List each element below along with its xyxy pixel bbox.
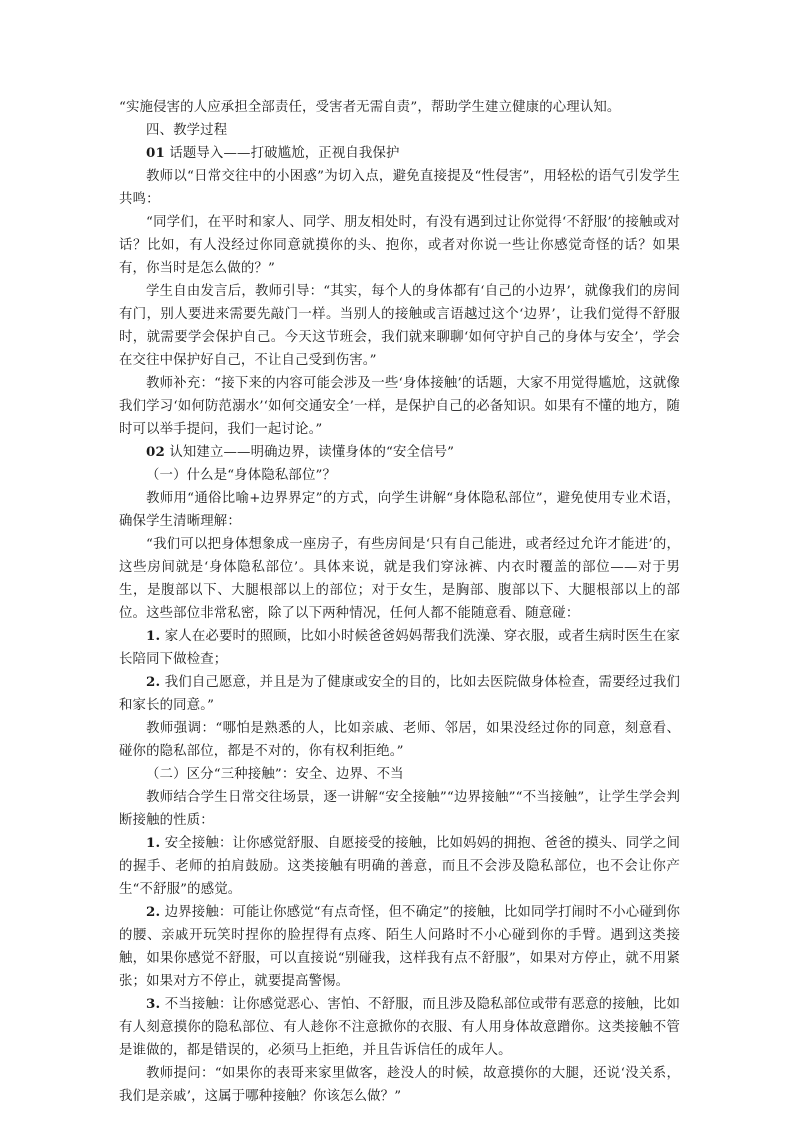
paragraph <box>119 211 680 280</box>
paragraph-text: 学生自由发言后，教师引导：“其实，每个人的身体都有‘自己的小边界’，就像我们的房间有门，别人要进来需要先敲门一样。当别人的接触或言语越过这个‘边界’，让我们觉得不舒服时，就需要学会保护自己。今天这节班会，我们就来聊聊‘如何守护自己的身体与安全’，学会在交往中保护好自己，不让自己受到伤害。” <box>119 284 680 368</box>
paragraph <box>119 96 680 119</box>
paragraph-text: “我们可以把身体想象成一座房子，有些房间是‘只有自己能进，或者经过允许才能进’的，这些房间就是‘身体隐私部位’。具体来说，就是我们穿泳裤、内衣时覆盖的部位——对于男生，是腹部以下、大腿根部以上的部位；对于女生，是胸部、腹部以下、大腿根部以上的部位。这些部位非常私密，除了以下两种情况，任何人都不能随意看、随意碰： <box>119 537 680 621</box>
paragraph <box>119 165 680 211</box>
paragraph <box>119 464 680 487</box>
paragraph-text: 教师补充：“接下来的内容可能会涉及一些‘身体接触’的话题，大家不用觉得尴尬，这就像我们学习‘如何防范溺水’‘如何交通安全’一样，是保护自己的必备知识。如果有不懂的地方，随时可以举手提问，我们一起讨论。” <box>119 376 680 437</box>
paragraph-text: 不当接触：让你感觉恶心、害怕、不舒服，而且涉及隐私部位或带有恶意的接触，比如有人刻意摸你的隐私部位、有人趁你不注意掀你的衣服、有人用身体故意蹭你。这类接触不管是谁做的，都是错误的，必须马上拒绝，并且告诉信任的成年人。 <box>119 997 680 1058</box>
paragraph <box>119 901 680 993</box>
section-number: 1. <box>146 835 161 851</box>
paragraph <box>119 625 680 671</box>
paragraph-text: 教师强调：“哪怕是熟悉的人，比如亲戚、老师、邻居，如果没经过你的同意，刻意看、碰你的隐私部位，都是不对的，你有权利拒绝。” <box>119 721 680 759</box>
paragraph <box>119 671 680 717</box>
paragraph-text: 话题导入——打破尴尬，正视自我保护 <box>164 146 400 161</box>
paragraph <box>119 487 680 533</box>
paragraph <box>119 1062 680 1108</box>
paragraph <box>119 763 680 786</box>
paragraph-text: （一）什么是“身体隐私部位”？ <box>146 468 337 483</box>
paragraph <box>119 119 680 142</box>
section-number: 01 <box>146 145 165 161</box>
paragraph-text: 四、教学过程 <box>146 123 228 138</box>
paragraph-text: 边界接触：可能让你感觉“有点奇怪，但不确定”的接触，比如同学打闹时不小心碰到你的腰、亲戚开玩笑时捏你的脸捏得有点疼、陌生人问路时不小心碰到你的手臂。遇到这类接触，如果你感觉不舒服，可以直接说“别碰我，这样我有点不舒服”，如果对方停止，就不用紧张；如果对方不停止，就要提高警惕。 <box>119 905 680 989</box>
paragraph <box>119 280 680 372</box>
paragraph <box>119 717 680 763</box>
paragraph-text: “同学们，在平时和家人、同学、朋友相处时，有没有遇到过让你觉得‘不舒服’的接触或对话？比如，有人没经过你同意就摸你的头、抱你，或者对你说一些让你感觉奇怪的话？如果有，你当时是怎么做的？” <box>119 215 680 276</box>
paragraph-text: 教师结合学生日常交往场景，逐一讲解“安全接触”“边界接触”“不当接触”，让学生学会判断接触的性质： <box>119 790 680 828</box>
paragraph-text: 教师提问：“如果你的表哥来家里做客，趁没人的时候，故意摸你的大腿，还说‘没关系，我们是亲戚’，这属于哪种接触？你该怎么做？” <box>119 1066 680 1104</box>
paragraph-text: 教师用“通俗比喻+边界界定”的方式，向学生讲解“身体隐私部位”，避免使用专业术语，确保学生清晰理解： <box>119 491 680 529</box>
paragraph-text: 认知建立——明确边界，读懂身体的“安全信号” <box>164 445 455 460</box>
paragraph <box>119 142 680 165</box>
section-number: 02 <box>146 444 165 460</box>
section-number: 3. <box>146 996 161 1012</box>
paragraph <box>119 993 680 1062</box>
paragraph-text: （二）区分“三种接触”：安全、边界、不当 <box>146 767 404 782</box>
paragraph-text: 安全接触：让你感觉舒服、自愿接受的接触，比如妈妈的拥抱、爸爸的摸头、同学之间的握手、老师的拍肩鼓励。这类接触有明确的善意，而且不会涉及隐私部位，也不会让你产生“不舒服”的感觉。 <box>119 836 680 897</box>
paragraph <box>119 372 680 441</box>
paragraph-text: 家人在必要时的照顾，比如小时候爸爸妈妈帮我们洗澡、穿衣服，或者生病时医生在家长陪同下做检查； <box>119 629 680 667</box>
paragraph-text: 教师以“日常交往中的小困惑”为切入点，避免直接提及“性侵害”，用轻松的语气引发学生共鸣： <box>119 169 680 207</box>
paragraph <box>119 786 680 832</box>
paragraph-text: “实施侵害的人应承担全部责任，受害者无需自责”，帮助学生建立健康的心理认知。 <box>119 100 621 115</box>
section-number: 2. <box>146 674 161 690</box>
paragraph <box>119 441 680 464</box>
paragraph-text: 我们自己愿意，并且是为了健康或安全的目的，比如去医院做身体检查，需要经过我们和家长的同意。” <box>119 675 680 713</box>
paragraph <box>119 533 680 625</box>
section-number: 1. <box>146 628 161 644</box>
section-number: 2. <box>146 904 161 920</box>
paragraph <box>119 832 680 901</box>
